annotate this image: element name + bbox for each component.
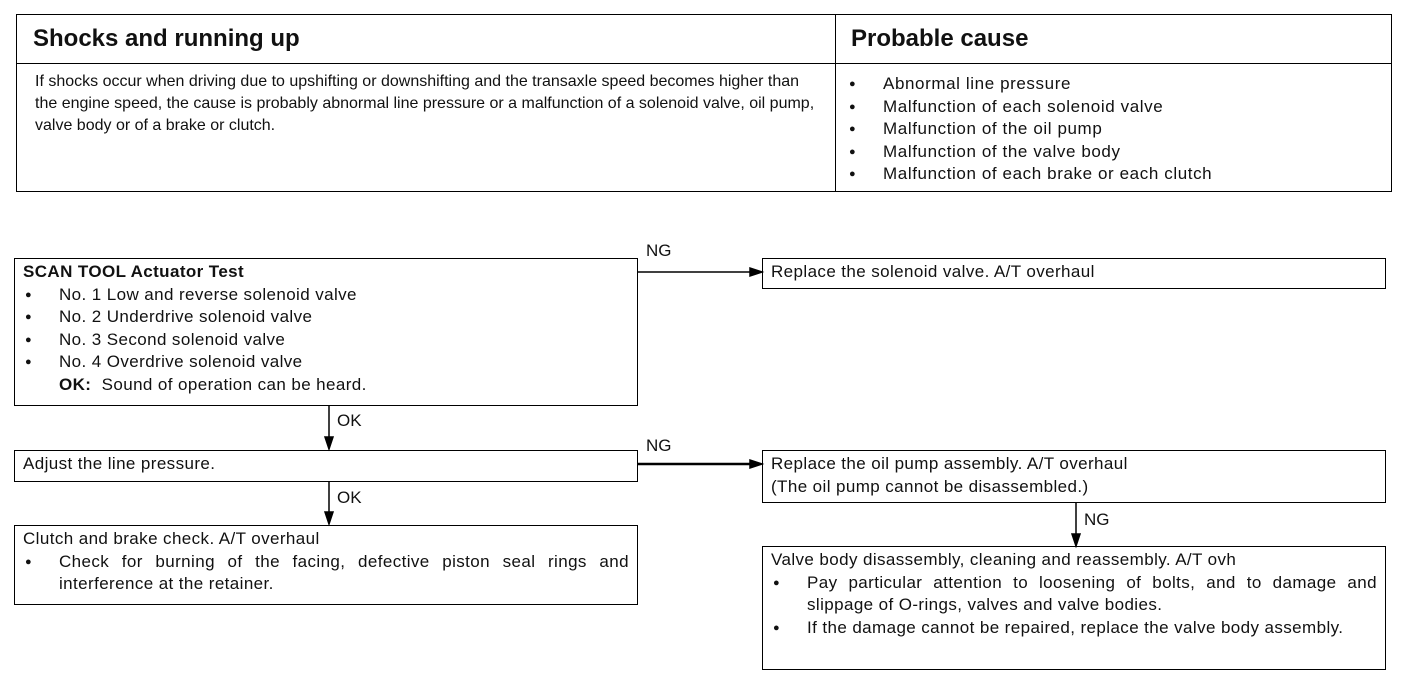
- valve-body-item: ● If the damage cannot be repaired, replace the valve body assembly.: [771, 617, 1377, 640]
- probable-cause-header: Probable cause: [851, 25, 1029, 52]
- solenoid-item: ● No. 3 Second solenoid valve: [23, 329, 637, 352]
- replace-oil-pump-box: [762, 450, 1386, 503]
- replace-solenoid-text: Replace the solenoid valve. A/T overhaul: [771, 262, 1095, 281]
- replace-oil-pump-text: Replace the oil pump assembly. A/T overhaul: [771, 454, 1128, 473]
- ng-label: NG: [646, 436, 672, 455]
- ok-condition: [23, 374, 637, 397]
- valve-body-list: [771, 572, 1385, 640]
- ok-label: OK: [337, 411, 362, 430]
- solenoid-item: ● No. 2 Underdrive solenoid valve: [23, 306, 637, 329]
- scan-tool-test-box: [14, 258, 638, 406]
- solenoid-item: ● No. 4 Overdrive solenoid valve: [23, 351, 637, 374]
- cause-item: ● Malfunction of each brake or each clutch: [849, 163, 1212, 186]
- ok-label: OK: [337, 488, 362, 507]
- replace-solenoid-box: [762, 258, 1386, 289]
- arrowhead-down-icon: [1072, 534, 1080, 546]
- adjust-line-pressure-box: [14, 450, 638, 482]
- arrowhead-right-icon: [750, 268, 762, 276]
- arrowhead-down-icon: [325, 512, 333, 524]
- cause-item: ● Abnormal line pressure: [849, 73, 1212, 96]
- arrowhead-down-icon: [325, 437, 333, 449]
- clutch-check-list: [23, 551, 637, 596]
- oil-pump-note: (The oil pump cannot be disassembled.): [771, 476, 1089, 496]
- clutch-check-item: ● Check for burning of the facing, defective piston seal rings and interference at the retainer.: [23, 551, 629, 596]
- cause-item: ● Malfunction of the valve body: [849, 141, 1212, 164]
- cause-item: ● Malfunction of each solenoid valve: [849, 96, 1212, 119]
- symptom-description: If shocks occur when driving due to upshifting or downshifting and the transaxle speed becomes higher than the engine speed, the cause is probably abnormal line pressure or a malfunction of a solenoid valve, oil pump, valve body or of a brake or clutch.: [35, 73, 815, 134]
- cause-item: ● Malfunction of the oil pump: [849, 118, 1212, 141]
- adjust-line-pressure-text: Adjust the line pressure.: [23, 454, 216, 473]
- scan-tool-title: SCAN TOOL Actuator Test: [23, 262, 245, 281]
- valve-body-box: [762, 546, 1386, 670]
- ng-label: NG: [646, 241, 672, 260]
- symptom-header: Shocks and running up: [33, 25, 300, 52]
- ok-condition-label: OK:: [59, 374, 92, 394]
- valve-body-item: ● Pay particular attention to loosening of bolts, and to damage and slippage of O-rings, valves and valve bodies.: [771, 572, 1377, 617]
- ok-condition-text: Sound of operation can be heard.: [101, 374, 367, 394]
- clutch-brake-check-box: [14, 525, 638, 605]
- arrowhead-right-icon: [750, 460, 762, 468]
- ng-label: NG: [1084, 510, 1110, 529]
- valve-body-title: Valve body disassembly, cleaning and reassembly. A/T ovh: [771, 550, 1237, 569]
- solenoid-item: ● No. 1 Low and reverse solenoid valve: [23, 284, 637, 307]
- clutch-brake-title: Clutch and brake check. A/T overhaul: [23, 529, 320, 548]
- solenoid-list: [23, 284, 637, 374]
